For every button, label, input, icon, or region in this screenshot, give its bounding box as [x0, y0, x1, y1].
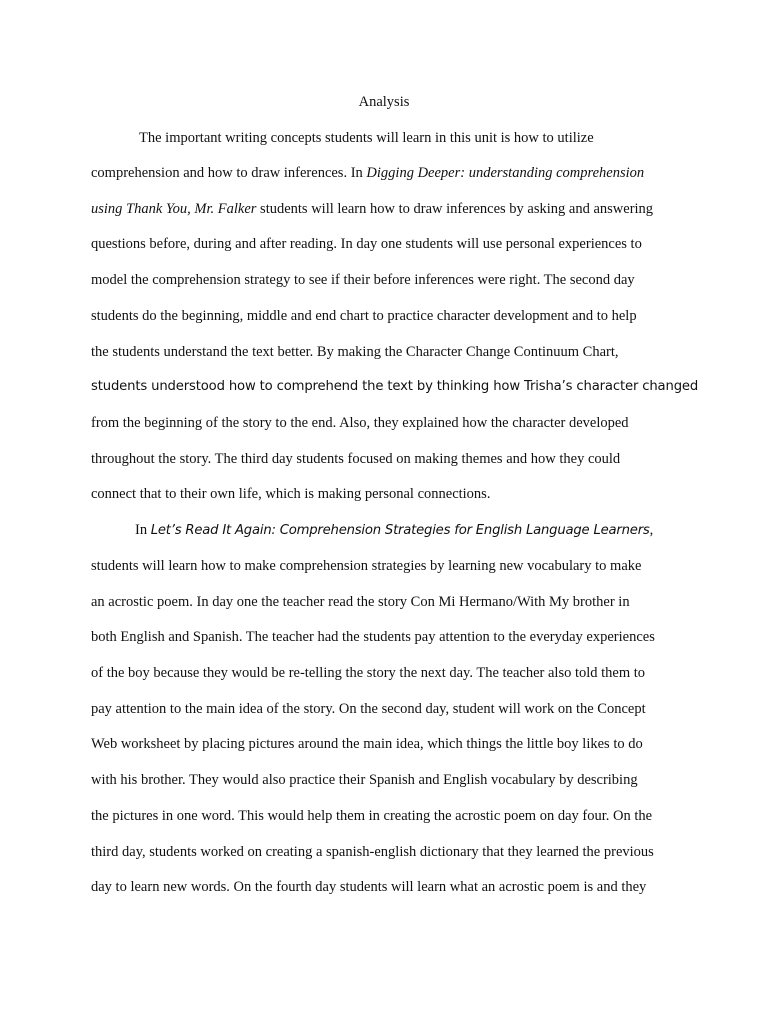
paragraph-1-line: students understood how to comprehend the text by thinking how Trisha’s character changed: [91, 379, 699, 394]
paragraph-2-line: of the boy because they would be re-telling the story the next day. The teacher also told them to: [91, 665, 646, 681]
book-title-italic: using Thank You, Mr. Falker: [91, 201, 257, 217]
text-run: ,: [649, 522, 654, 538]
text-run: In: [135, 522, 151, 538]
paragraph-1-line: students do the beginning, middle and end chart to practice character development and to help: [91, 308, 637, 324]
paragraph-2-line: Web worksheet by placing pictures around the main idea, which things the little boy likes to do: [91, 736, 643, 752]
paragraph-2-line: the pictures in one word. This would help them in creating the acrostic poem on day four. On the: [91, 808, 653, 824]
paragraph-2-line: with his brother. They would also practice their Spanish and English vocabulary by describing: [91, 772, 638, 788]
paragraph-2-line: students will learn how to make comprehension strategies by learning new vocabulary to make: [91, 558, 642, 574]
text-run: students will learn how to draw inferences by asking and answering: [256, 201, 654, 217]
paragraph-2-line: both English and Spanish. The teacher had the students pay attention to the everyday experiences: [91, 629, 655, 645]
paragraph-2-line: [135, 520, 653, 541]
paragraph-2-line: day to learn new words. On the fourth day students will learn what an acrostic poem is and they: [91, 879, 647, 895]
book-title-italic: Digging Deeper: understanding comprehension: [366, 165, 645, 181]
paragraph-2-line: pay attention to the main idea of the story. On the second day, student will work on the Concept: [91, 701, 646, 717]
paragraph-1-line: questions before, during and after reading. In day one students will use personal experiences to: [91, 236, 642, 252]
paragraph-1-line: the students understand the text better. By making the Character Change Continuum Chart,: [91, 344, 619, 360]
paragraph-1-line: from the beginning of the story to the end. Also, they explained how the character developed: [91, 415, 629, 431]
paragraph-1-line: [91, 199, 653, 219]
paragraph-1-line: model the comprehension strategy to see if their before inferences were right. The second day: [91, 272, 635, 288]
paragraph-1-line: connect that to their own life, which is making personal connections.: [91, 486, 491, 502]
paragraph-1-line: The important writing concepts students will learn in this unit is how to utilize: [139, 130, 594, 146]
book-title-italic: Let’s Read It Again: Comprehension Strategies for English Language Learners: [150, 523, 650, 538]
document-title: Analysis: [358, 94, 410, 110]
paragraph-2-line: an acrostic poem. In day one the teacher read the story Con Mi Hermano/With My brother in: [91, 594, 630, 610]
paragraph-1-line: throughout the story. The third day students focused on making themes and how they could: [91, 451, 621, 467]
paragraph-2-line: third day, students worked on creating a spanish-english dictionary that they learned the previous: [91, 844, 654, 860]
text-run: comprehension and how to draw inferences. In: [91, 165, 367, 181]
paragraph-1-line: [91, 163, 644, 183]
